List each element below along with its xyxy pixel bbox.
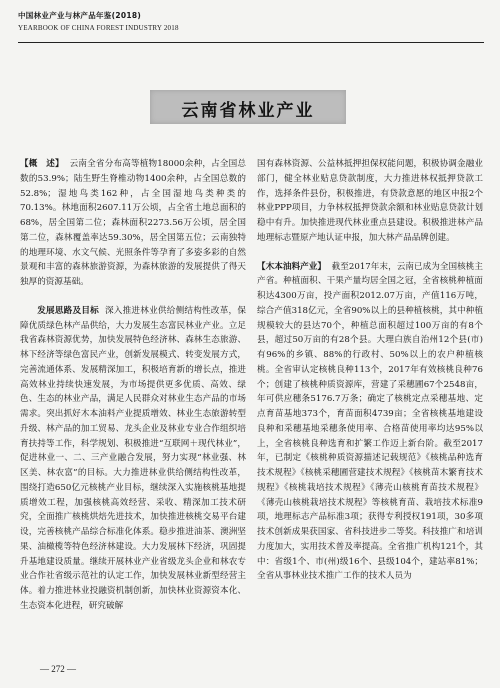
oil-text: 截至2017年末，云南已成为全国核桃主产省。种植面积、干果产量均居全国之冠，全省核桃种植面积达4300万亩，投产面积2012.07万亩，产值116万吨，综合产值318亿元，全省90%以上的县种植核桃，其中种植规模较大的县达70个，种植总面积超过100万亩的有8个县，超过50万亩的有28个县。大理白族自治州12个县(市)有96%的乡镇、88%的行政村、50%以上的农户种植核桃。全省审认定核桃良种113个，2017年有效核桃良种76个；创建了核桃种质资源库，营建了采穗圃67个2548亩，年可供应穗条5176.7万条；确定了核桃定点采穗基地、定点育苗基地373个，育苗面积4739亩；全省核桃基地建设良种和采穗基地采穗条使用率、合格苗使用率均达95%以上，全省核桃良种选育和扩繁工作迈上新台阶。截至2017年，已制定《核桃种质资源描述记载规范》《核桃品种选育技术规程》《核桃采穗圃营建技术规程》《核桃苗木繁育技术规程》《核桃栽培技术规程》《薄壳山核桃育苗技术规程》《薄壳山核桃栽培技术规程》等核桃育苗、栽培技术标准9项，地理标志产品标准3项；获得专利授权191项，30多项技术创新成果获国家、省科技进步二等奖。科技推广和培训力度加大，实用技术普及率提高。全省推广机构121个，其中：省级1个、市(州)级16个、县级104个，建站率81%；全省从事林业技术推广工作的技术人员为 [257, 261, 483, 582]
right-column [257, 157, 483, 584]
overview-text: 云南全省分布高等植物18000余种，占全国总数的53.9%；陆生野生脊椎动物1400余种，占全国总数的52.8%；湿地鸟类162种，占全国湿地鸟类种类的70.13%。林地面积2607.11万公顷，占全省土地总面积的68%，居全国第二位；森林面积2273.56万公顷，居全国第二位，森林覆盖率达59.30%，居全国第五位；云南独特的地理环境、水文气候、光照条件等孕育了多姿多彩的自然景观和丰富的森林旅游资源，为森林旅游的发展提供了得天独厚的资源基础。 [20, 159, 246, 287]
paragraph-gap [20, 290, 246, 304]
header-title-en: YEARBOOK OF CHINA FOREST INDUSTRY 2018 [18, 24, 179, 32]
header-title-cn: 中国林业产业与林产品年鉴(2018) [18, 11, 142, 20]
section-title: 云南省林业产业 [181, 101, 315, 121]
left-column [20, 157, 246, 614]
page-number: — 272 — [40, 664, 76, 674]
continued-paragraph: 国有森林资源、公益林抵押担保权能问题，积极协调金融业部门，健全林业贴息贷款制度，大力推进林权抵押贷款工作，选择条件县份，积极推进，有贷款意愿的地区申报2个林业PPP项目，力争林权抵押贷款余额和林业贴息贷款计划稳中有升。加快推进现代林业重点县建设。积极推进林产品地理标志暨原产地认证申报，加大林产品品牌创建。 [257, 159, 483, 243]
header-rule [18, 42, 484, 43]
paragraph-gap [257, 246, 483, 260]
oil-tag: 【木本油料产业】 [257, 261, 327, 272]
section-banner [150, 90, 346, 124]
oil-paragraph [257, 260, 483, 585]
development-text: 深入推进林业供给侧结构性改革，保障优质绿色林产品供给，大力发展生态富民林业产业。立足我省森林资源优势，加快发展特色经济林、森林生态旅游、林下经济等绿色富民产业，创新发展模式、转变发展方式，完善流通体系、发展精深加工，积极培育新的增长点，推进高效林业持续快速发展，为市场提供更多优质、高效、绿色、生态的林业产品，满足人民群众对林业生态产品的市场需求。突出抓好木本油料产业提质增效、林业生态旅游转型升级、林产品的加工贸易、龙头企业及林业专业合作组织培育扶持等工作，科学规划、积极推进“互联网＋现代林业”，促进林业一、二、三产业融合发展，努力实现“林业强、林区美、林农富”的目标。大力推进林业供给侧结构性改革，围绕打造650亿元核桃产业目标，继续深入实施核桃基地提质增效工程，加强核桃高效经营、采收、精深加工技术研究，全面推广核桃烘焙先进技术，加快推进核桃交易平台建设，完善核桃产品综合标准化体系。稳步推进油茶、澳洲坚果、油橄榄等特色经济林建设。大力发展林下经济，巩固提升基地建设质量。继续开展林业产业省级龙头企业和林农专业合作社省级示范社的认定工作，加快发展林业新型经营主体。着力推进林业投融资机制创新，加快林业资源资本化、生态资本化进程，研究破解 [20, 305, 246, 611]
development-subheading: 发展思路及目标 [37, 305, 99, 316]
development-paragraph [20, 304, 246, 614]
overview-paragraph [20, 157, 246, 290]
running-header [18, 10, 488, 32]
overview-tag: 【概 述】 [20, 159, 64, 169]
